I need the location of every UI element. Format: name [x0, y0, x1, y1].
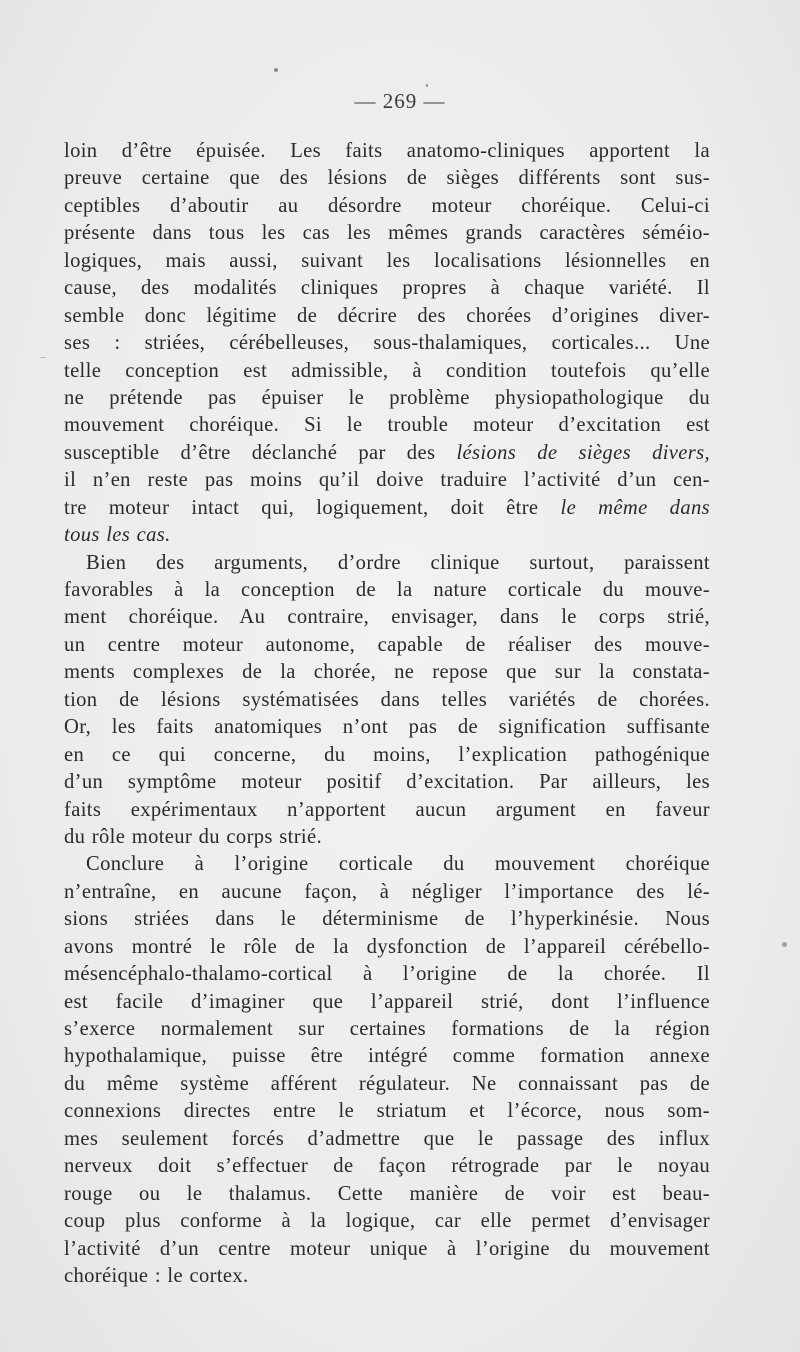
italic-span: lésions de sièges divers, — [456, 441, 710, 464]
text-line: choréique : le cortex. — [64, 1264, 249, 1287]
text-line: connexions directes entre le striatum et l’écorce, nous som- — [64, 1100, 710, 1123]
text-line: telle conception est admissible, à condition toutefois qu’elle — [64, 359, 710, 382]
text-line: Conclure à l’origine corticale du mouvement choréique — [86, 853, 710, 876]
page-number: — 269 — — [354, 89, 446, 113]
text-line: semble donc légitime de décrire des chorées d’origines diver- — [64, 304, 710, 327]
text-line: faits expérimentaux n’apportent aucun argument en faveur — [64, 798, 710, 821]
text-line: un centre moteur autonome, capable de réaliser des mouve- — [64, 633, 710, 656]
text-line: mouvement choréique. Si le trouble moteur d’excitation est — [64, 414, 710, 437]
paragraph-3 — [64, 851, 710, 1290]
text-line: favorables à la conception de la nature corticale du mouve- — [64, 579, 710, 601]
text-line: cause, des modalités cliniques propres à chaque variété. Il — [64, 277, 710, 300]
text-span: susceptible d’être déclanché par des — [64, 441, 457, 464]
text-line: coup plus conforme à la logique, car elle permet d’envisager — [64, 1210, 710, 1233]
text-line: du même système afférent régulateur. Ne connaissant pas de — [64, 1072, 710, 1095]
text-line: Or, les faits anatomiques n’ont pas de signification suffisante — [64, 716, 710, 739]
text-line: nerveux doit s’effectuer de façon rétrograde par le noyau — [64, 1155, 710, 1178]
text-line: avons montré le rôle de la dysfonction de l’appareil cérébello- — [64, 935, 710, 958]
text-line: hypothalamique, puisse être intégré comme formation annexe — [64, 1045, 710, 1068]
text-line: s’exerce normalement sur certaines formations de la région — [64, 1018, 710, 1040]
text-line: rouge ou le thalamus. Cette manière de voir est beau- — [64, 1182, 710, 1205]
text-line: d’un symptôme moteur positif d’excitation. Par ailleurs, les — [64, 771, 710, 794]
text-line: du rôle moteur du corps strié. — [64, 825, 322, 848]
body-text — [64, 138, 710, 1290]
text-line: ne prétende pas épuiser le problème physiopathologique du — [64, 386, 710, 409]
text-line: il n’en reste pas moins qu’il doive traduire l’activité d’un cen- — [64, 469, 710, 492]
ink-speck — [274, 68, 278, 72]
ink-speck — [782, 942, 787, 947]
text-span: tre moteur intact qui, logiquement, doit être — [64, 496, 561, 519]
text-line: ment choréique. Au contraire, envisager, dans le corps strié, — [64, 606, 710, 629]
text-line: ments complexes de la chorée, ne repose que sur la constata- — [64, 661, 710, 684]
text-line: Bien des arguments, d’ordre clinique surtout, paraissent — [86, 551, 710, 574]
text-line: logiques, mais aussi, suivant les localisations lésionnelles en — [64, 249, 710, 272]
ink-speck — [40, 357, 46, 358]
text-line: mes seulement forcés d’admettre que le passage des influx — [64, 1127, 710, 1150]
italic-span: tous les cas. — [64, 524, 171, 547]
text-line: est facile d’imaginer que l’appareil strié, dont l’influence — [64, 990, 710, 1013]
italic-span: le même dans — [560, 496, 710, 519]
text-line — [64, 440, 710, 467]
ink-speck — [426, 84, 428, 87]
text-line: loin d’être épuisée. Les faits anatomo-cliniques apportent la — [64, 140, 710, 162]
paragraph-2 — [64, 550, 710, 852]
text-line: tion de lésions systématisées dans telles variétés de chorées. — [64, 688, 710, 711]
text-line: mésencéphalo-thalamo-cortical à l’origine de la chorée. Il — [64, 963, 710, 986]
text-line: ses : striées, cérébelleuses, sous-thalamiques, corticales... Une — [64, 332, 710, 355]
paragraph-1 — [64, 138, 710, 550]
text-line: ceptibles d’aboutir au désordre moteur choréique. Celui-ci — [64, 194, 710, 217]
text-line: l’activité d’un centre moteur unique à l’origine du mouvement — [64, 1237, 710, 1260]
text-line — [64, 522, 710, 549]
text-line: preuve certaine que des lésions de sièges différents sont sus- — [64, 167, 710, 190]
text-line: sions striées dans le déterminisme de l’hyperkinésie. Nous — [64, 908, 710, 931]
text-line: en ce qui concerne, du moins, l’explication pathogénique — [64, 743, 710, 766]
text-line: présente dans tous les cas les mêmes grands caractères séméio- — [64, 222, 710, 245]
text-line — [64, 495, 710, 522]
text-line: n’entraîne, en aucune façon, à négliger l’importance des lé- — [64, 880, 710, 903]
